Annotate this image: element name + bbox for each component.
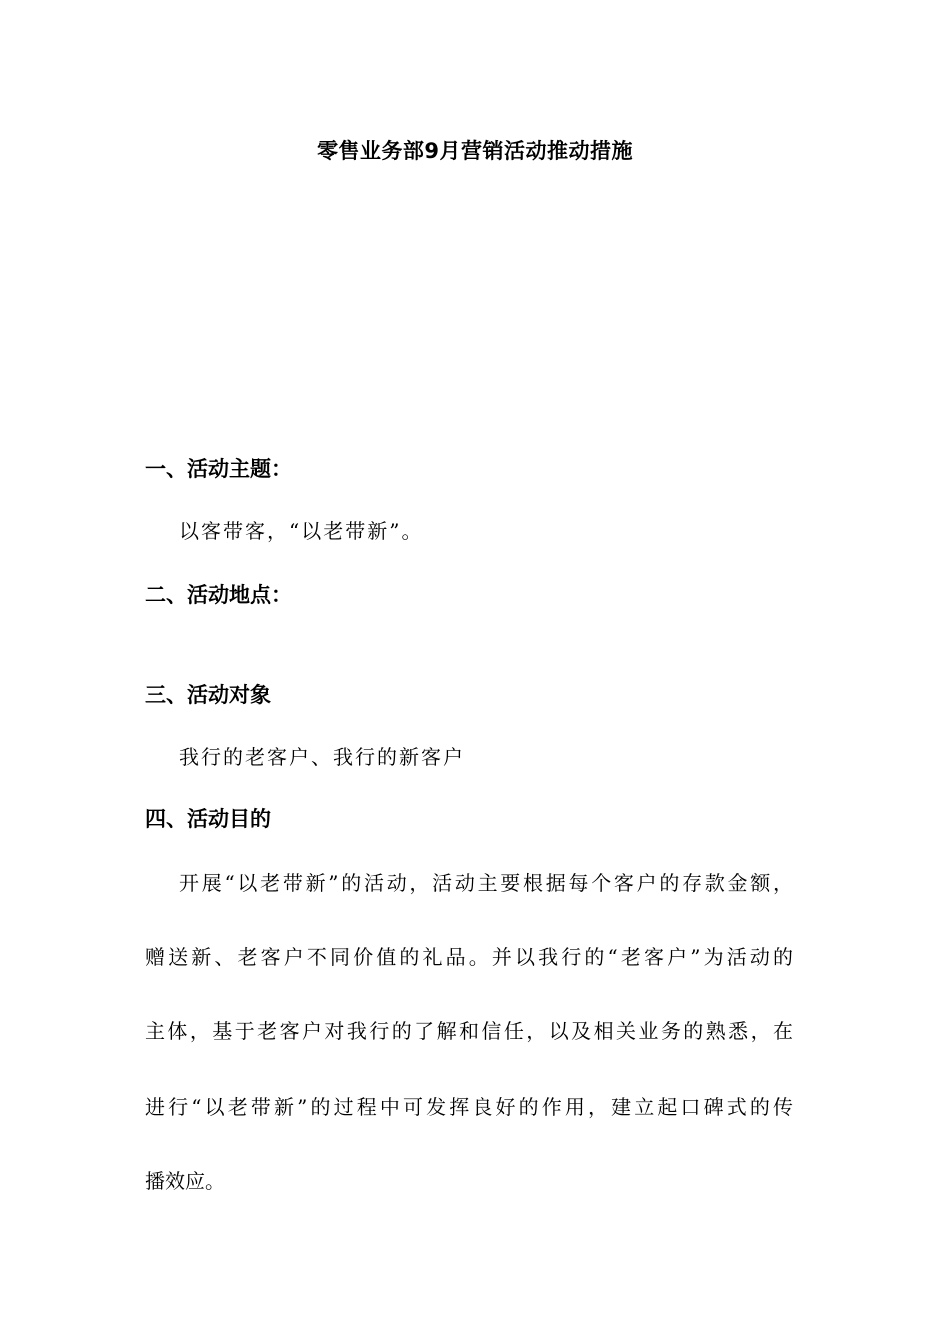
section-heading-purpose: 四、活动目的 [145,807,271,831]
purpose-line-1: 开展“以老带新”的活动，活动主要根据每个客户的存款金额， [179,871,793,895]
section-heading-theme: 一、活动主题： [145,457,292,481]
purpose-line-2: 赠送新、老客户不同价值的礼品。并以我行的“老客户”为活动的 [145,945,793,969]
section-heading-audience: 三、活动对象 [145,683,271,707]
section-body-audience: 我行的老客户、我行的新客户 [179,745,465,769]
purpose-line-5: 播效应。 [145,1169,225,1193]
section-body-theme: 以客带客，“以老带新”。 [179,519,424,543]
purpose-line-4: 进行“以老带新”的过程中可发挥良好的作用，建立起口碑式的传 [145,1095,793,1119]
purpose-line-3: 主体，基于老客户对我行的了解和信任，以及相关业务的熟悉，在 [145,1019,793,1043]
section-heading-location: 二、活动地点： [145,583,292,607]
document-title: 零售业务部9月营销活动推动措施 [316,139,634,163]
